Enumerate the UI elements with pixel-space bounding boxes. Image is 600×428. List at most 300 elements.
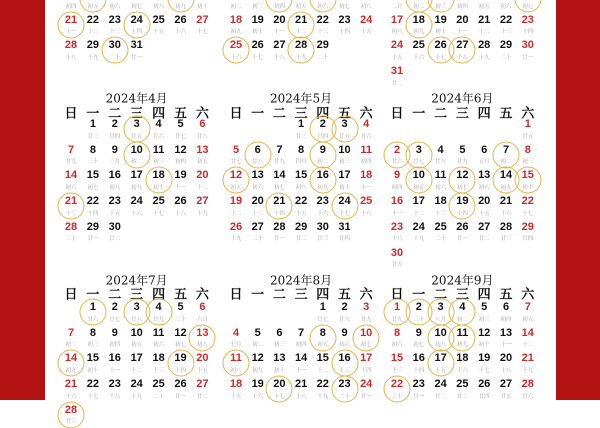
day-number: 4	[232, 326, 240, 339]
lunar-date: 初六	[317, 3, 329, 10]
day-number: 12	[174, 143, 187, 156]
lunar-date: 十六	[413, 54, 425, 61]
lunar-date: 十八	[391, 236, 403, 243]
lunar-date: 初七	[174, 342, 187, 349]
lunar-date: 十七	[338, 210, 351, 217]
lunar-date: 十一	[109, 367, 121, 374]
day-number: 30	[108, 39, 121, 52]
day-number: 14	[294, 352, 308, 365]
month-title: 2024年9月	[431, 273, 494, 288]
day-number: 25	[412, 39, 425, 52]
day-number: 11	[434, 169, 447, 182]
day-number: 12	[174, 326, 187, 339]
lunar-date: 十九	[413, 236, 425, 243]
month-title: 2024年5月	[270, 91, 333, 106]
weekday-header: 日	[229, 106, 243, 122]
lunar-date: 十九	[317, 393, 329, 400]
day-number: 22	[499, 13, 513, 26]
day-number: 28	[478, 39, 491, 52]
day-number: 17	[412, 195, 425, 208]
weekday-header: 三	[294, 287, 308, 303]
day-number: 8	[89, 326, 96, 339]
lunar-date: 二十	[500, 54, 512, 61]
weekday-header: 三	[455, 287, 469, 303]
day-number: 25	[152, 195, 165, 208]
lunar-date: 十四	[87, 210, 99, 217]
lunar-date: 廿三	[456, 393, 468, 400]
month-title: 2024年7月	[105, 273, 168, 288]
weekday-header: 日	[64, 106, 78, 122]
lunar-date: 初三	[87, 342, 99, 349]
lunar-date: 十五	[153, 29, 165, 36]
lunar-date: 初四	[360, 159, 372, 166]
lunar-date: 廿五	[522, 133, 534, 140]
lunar-date: 十四	[456, 210, 468, 217]
day-number: 6	[481, 143, 488, 156]
lunar-date: 十二	[478, 29, 490, 36]
lunar-date: 十八	[65, 54, 77, 61]
lunar-date: 八月	[435, 316, 447, 323]
day-number: 28	[64, 220, 78, 233]
day-number: 14	[64, 352, 78, 365]
lunar-date: 初二	[500, 159, 512, 166]
lunar-date: 廿九	[273, 159, 285, 166]
weekday-header: 三	[130, 287, 144, 303]
day-number: 6	[276, 326, 283, 339]
weekday-header: 五	[499, 287, 513, 303]
lunar-date: 三月	[109, 159, 121, 166]
red-border-right	[556, 0, 600, 400]
day-number: 21	[478, 13, 491, 26]
lunar-date: 二十	[65, 236, 77, 243]
lunar-date: 廿六	[153, 133, 165, 140]
lunar-date: 初九	[456, 342, 468, 349]
lunar-date: 十三	[109, 29, 121, 36]
lunar-date: 十一	[295, 367, 307, 374]
lunar-date: 初七	[360, 342, 372, 349]
lunar-date: 十七	[273, 393, 285, 400]
day-number: 23	[521, 13, 534, 26]
lunar-date: 初七	[413, 342, 425, 349]
day-number: 17	[360, 352, 373, 365]
lunar-date: 初四	[295, 342, 307, 349]
lunar-date: 廿六	[360, 133, 372, 140]
day-number: 8	[298, 143, 305, 156]
lunar-date: 十九	[230, 236, 242, 243]
lunar-date: 初五	[196, 159, 208, 166]
day-number: 18	[229, 378, 243, 391]
lunar-date: 初八	[360, 3, 372, 10]
day-number: 18	[229, 13, 243, 26]
lunar-date: 初三	[435, 3, 447, 10]
day-number: 29	[521, 220, 534, 233]
weekday-header: 一	[412, 287, 426, 303]
day-number: 13	[196, 326, 209, 339]
lunar-date: 十七	[435, 54, 447, 61]
day-number: 1	[524, 118, 531, 130]
day-number: 22	[294, 195, 308, 208]
lunar-date: 初九	[65, 367, 77, 374]
weekday-header: 一	[251, 287, 265, 303]
lunar-date: 廿八	[338, 316, 351, 323]
lunar-date: 廿九	[153, 316, 165, 323]
day-number: 15	[294, 169, 308, 182]
day-number: 18	[152, 352, 165, 365]
day-number: 3	[437, 301, 444, 313]
day-number: 13	[251, 169, 264, 182]
day-number: 9	[415, 326, 422, 339]
day-number: 13	[478, 169, 491, 182]
lunar-date: 十五	[435, 367, 447, 374]
weekday-header: 六	[195, 287, 209, 303]
day-number: 11	[152, 143, 165, 156]
day-number: 26	[174, 378, 187, 391]
lunar-date: 十九	[522, 367, 534, 374]
lunar-date: 初二	[317, 159, 329, 166]
lunar-date: 廿四	[109, 133, 121, 140]
day-number: 16	[108, 352, 121, 365]
lunar-date: 廿七	[109, 316, 121, 323]
lunar-date: 十四	[338, 29, 351, 36]
day-number: 4	[437, 143, 444, 156]
day-number: 30	[521, 39, 534, 52]
day-number: 26	[229, 220, 243, 233]
lunar-date: 初六	[252, 184, 264, 191]
weekday-header: 五	[337, 106, 352, 122]
day-number: 17	[390, 13, 404, 26]
day-number: 16	[390, 195, 404, 208]
weekday-header: 二	[108, 106, 122, 122]
day-number: 4	[155, 118, 162, 130]
lunar-date: 十四	[413, 367, 425, 374]
lunar-date: 十七	[87, 393, 99, 400]
weekday-header: 一	[251, 106, 265, 122]
day-number: 20	[273, 378, 286, 391]
day-number: 9	[111, 326, 118, 339]
lunar-date: 廿二	[196, 393, 208, 400]
day-number: 26	[174, 13, 187, 26]
lunar-date: 廿三	[87, 133, 99, 140]
weekday-header: 二	[434, 287, 448, 303]
day-number: 6	[199, 301, 206, 313]
day-number: 16	[338, 352, 351, 365]
day-number: 21	[64, 378, 78, 391]
weekday-header: 四	[316, 106, 330, 122]
lunar-date: 初四	[109, 342, 121, 349]
lunar-date: 初八	[391, 29, 403, 36]
lunar-date: 十七	[478, 367, 490, 374]
lunar-date: 十六	[456, 367, 468, 374]
day-number: 5	[459, 143, 466, 156]
day-number: 13	[273, 352, 286, 365]
day-number: 2	[341, 301, 348, 313]
day-number: 6	[199, 118, 206, 130]
day-number: 14	[521, 326, 534, 339]
weekday-header: 六	[521, 287, 535, 303]
lunar-date: 初八	[435, 342, 447, 349]
lunar-date: 初七	[87, 184, 99, 191]
lunar-date: 十四	[131, 29, 143, 36]
day-number: 26	[434, 39, 447, 52]
day-number: 19	[478, 352, 491, 365]
lunar-date: 十七	[196, 29, 208, 36]
weekday-header: 日	[390, 106, 404, 122]
lunar-date: 初五	[87, 3, 99, 10]
lunar-date: 十九	[478, 54, 490, 61]
day-number: 2	[393, 143, 401, 156]
day-number: 23	[316, 195, 329, 208]
lunar-date: 十三	[252, 210, 264, 217]
day-number: 21	[499, 195, 513, 208]
day-number: 28	[64, 403, 78, 416]
lunar-date: 廿一	[87, 236, 99, 243]
day-number: 26	[478, 378, 491, 391]
day-number: 5	[481, 301, 488, 313]
day-number: 10	[130, 143, 143, 156]
lunar-date: 廿九	[65, 159, 77, 166]
lunar-date: 廿一	[273, 236, 285, 243]
day-number: 6	[254, 143, 261, 156]
day-number: 14	[273, 169, 286, 182]
day-number: 18	[434, 195, 447, 208]
lunar-date: 初十	[196, 3, 208, 10]
weekday-header: 六	[359, 287, 373, 303]
lunar-date: 初三	[273, 342, 285, 349]
lunar-date: 初九	[174, 3, 187, 10]
day-number: 8	[524, 143, 531, 156]
lunar-date: 初五	[295, 3, 307, 10]
lunar-date: 三十	[413, 316, 425, 323]
weekday-header: 日	[390, 287, 404, 303]
day-number: 4	[155, 301, 162, 313]
day-number: 10	[412, 169, 425, 182]
lunar-date: 廿九	[360, 316, 372, 323]
day-number: 13	[499, 326, 513, 339]
day-number: 8	[89, 143, 96, 156]
lunar-date: 二十	[338, 393, 351, 400]
day-number: 26	[456, 220, 469, 233]
lunar-date: 廿九	[456, 159, 468, 166]
day-number: 30	[108, 220, 121, 233]
day-number: 22	[86, 195, 100, 208]
day-number: 10	[434, 326, 447, 339]
lunar-date: 初六	[500, 3, 512, 10]
lunar-date: 四月	[295, 159, 307, 166]
lunar-date: 初二	[413, 3, 425, 10]
day-number: 10	[360, 326, 373, 339]
lunar-date: 初六	[391, 342, 403, 349]
day-number: 23	[338, 13, 351, 26]
lunar-date: 初十	[338, 184, 351, 191]
day-number: 7	[298, 326, 305, 339]
lunar-date: 五月	[478, 159, 490, 166]
lunar-date: 初七	[131, 3, 143, 10]
lunar-date: 初八	[196, 342, 208, 349]
day-number: 18	[456, 352, 469, 365]
weekday-header: 一	[86, 287, 100, 303]
day-number: 7	[67, 143, 75, 156]
lunar-date: 十三	[338, 367, 351, 374]
lunar-date: 十二	[317, 367, 329, 374]
day-number: 21	[64, 13, 78, 26]
day-number: 22	[521, 195, 534, 208]
lunar-date: 三十	[174, 316, 187, 323]
lunar-date: 十二	[522, 342, 534, 349]
lunar-date: 初四	[500, 316, 512, 323]
lunar-date: 十五	[295, 210, 307, 217]
lunar-date: 廿二	[109, 236, 121, 243]
lunar-date: 廿九	[391, 316, 403, 323]
month-title: 2024年4月	[105, 91, 168, 106]
day-number: 27	[456, 39, 469, 52]
day-number: 2	[319, 118, 326, 130]
lunar-date: 初六	[65, 184, 77, 191]
lunar-date: 初四	[273, 3, 285, 10]
lunar-date: 十一	[500, 342, 512, 349]
lunar-date: 初二	[65, 342, 77, 349]
lunar-date: 廿七	[174, 133, 187, 140]
day-number: 27	[251, 220, 264, 233]
day-number: 3	[341, 118, 348, 130]
day-number: 17	[434, 352, 447, 365]
day-number: 17	[338, 169, 351, 182]
lunar-date: 十一	[174, 184, 187, 191]
day-number: 9	[111, 143, 118, 156]
day-number: 18	[360, 169, 373, 182]
lunar-date: 廿三	[65, 419, 77, 426]
lunar-date: 二月	[391, 3, 403, 10]
lunar-date: 初八	[478, 184, 490, 191]
day-number: 3	[363, 301, 370, 313]
lunar-date: 十七	[252, 54, 264, 61]
lunar-date: 廿八	[196, 133, 208, 140]
day-number: 1	[319, 301, 326, 313]
weekday-header: 三	[130, 106, 144, 122]
lunar-date: 初五	[317, 342, 329, 349]
lunar-date: 十七	[522, 210, 534, 217]
day-number: 1	[89, 118, 96, 130]
lunar-date: 十二	[230, 210, 242, 217]
lunar-date: 十九	[87, 54, 99, 61]
lunar-date: 初九	[413, 29, 425, 36]
lunar-date: 十一	[360, 184, 372, 191]
lunar-date: 十六	[252, 393, 264, 400]
day-number: 26	[251, 39, 264, 52]
day-number: 11	[456, 326, 469, 339]
lunar-date: 廿二	[391, 80, 403, 87]
lunar-date: 廿七	[230, 159, 242, 166]
lunar-date: 廿一	[174, 393, 187, 400]
lunar-date: 初六	[153, 342, 165, 349]
day-number: 12	[456, 169, 469, 182]
lunar-date: 廿七	[317, 316, 329, 323]
weekday-header: 一	[412, 106, 426, 122]
lunar-date: 十五	[230, 393, 242, 400]
lunar-date: 初四	[456, 3, 468, 10]
weekday-header: 二	[434, 106, 448, 122]
weekday-header: 四	[477, 287, 491, 303]
day-number: 23	[390, 220, 404, 233]
day-number: 27	[273, 39, 286, 52]
lunar-date: 十六	[317, 210, 329, 217]
lunar-date: 初六	[109, 3, 121, 10]
day-number: 14	[499, 169, 513, 182]
day-number: 10	[130, 326, 143, 339]
day-number: 19	[174, 169, 187, 182]
weekday-header: 四	[152, 106, 166, 122]
day-number: 28	[64, 39, 78, 52]
day-number: 29	[86, 39, 100, 52]
lunar-date: 廿二	[295, 236, 307, 243]
lunar-date: 十二	[196, 184, 208, 191]
lunar-date: 初五	[131, 342, 143, 349]
day-number: 15	[390, 352, 404, 365]
day-number: 9	[393, 169, 401, 182]
lunar-date: 初八	[153, 3, 165, 10]
day-number: 12	[251, 352, 264, 365]
weekday-header: 六	[359, 106, 373, 122]
lunar-date: 二十	[252, 236, 264, 243]
lunar-date: 廿五	[391, 262, 403, 268]
weekday-header: 五	[173, 287, 188, 303]
day-number: 5	[177, 118, 184, 130]
lunar-date: 十九	[131, 393, 143, 400]
weekday-header: 二	[108, 287, 122, 303]
lunar-date: 十六	[131, 210, 143, 217]
day-number: 24	[390, 39, 404, 52]
lunar-date: 十三	[500, 29, 512, 36]
day-number: 15	[316, 352, 329, 365]
day-number: 11	[152, 326, 165, 339]
day-number: 1	[298, 118, 305, 130]
day-number: 24	[130, 13, 143, 26]
day-number: 18	[412, 13, 425, 26]
lunar-date: 十三	[391, 367, 403, 374]
day-number: 24	[338, 195, 351, 208]
lunar-date: 初三	[478, 316, 490, 323]
day-number: 21	[294, 13, 308, 26]
lunar-date: 廿二	[478, 236, 490, 243]
day-number: 16	[412, 352, 425, 365]
lunar-date: 十一	[391, 210, 403, 217]
lunar-date: 十三	[65, 210, 77, 217]
lunar-date: 初十	[273, 367, 285, 374]
day-number: 16	[316, 169, 329, 182]
lunar-date: 十八	[295, 393, 307, 400]
day-number: 3	[133, 301, 140, 313]
day-number: 28	[294, 39, 308, 52]
day-number: 24	[130, 195, 143, 208]
day-number: 21	[294, 378, 308, 391]
day-number: 25	[434, 220, 447, 233]
day-number: 29	[294, 220, 308, 233]
lunar-date: 初十	[478, 342, 490, 349]
weekday-header: 日	[64, 287, 78, 303]
weekday-header: 一	[86, 106, 100, 122]
day-number: 27	[196, 195, 209, 208]
day-number: 20	[273, 13, 286, 26]
lunar-date: 廿四	[317, 133, 329, 140]
day-number: 25	[360, 195, 373, 208]
lunar-date: 初八	[230, 367, 242, 374]
weekday-header: 四	[477, 106, 491, 122]
lunar-date: 十八	[273, 54, 285, 61]
lunar-date: 十九	[196, 210, 208, 217]
lunar-date: 初五	[230, 184, 242, 191]
lunar-date: 廿一	[360, 393, 372, 400]
lunar-date: 初三	[252, 3, 264, 10]
day-number: 29	[316, 39, 329, 52]
